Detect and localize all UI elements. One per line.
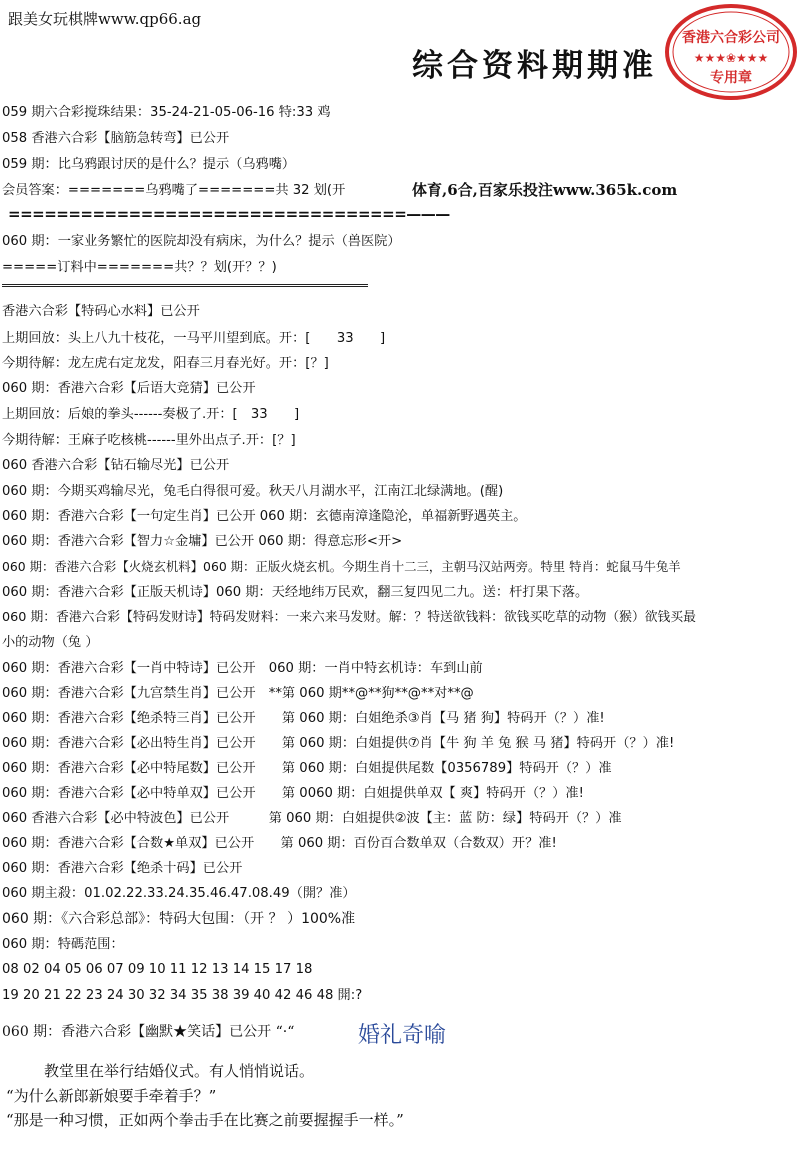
text-line: 060 期：香港六合彩【一句定生肖】已公开 060 期：玄德南漳逢隐沦，单福新野遇英主。 (2, 509, 527, 524)
page-title: 综合资料期期准 (412, 48, 657, 84)
separator-rule (2, 284, 368, 287)
official-stamp (664, 2, 798, 102)
text-line: 060 期：今期买鸡输尽光，兔毛白得很可爱。秋天八月湖水平，江南江北绿满地。(醒) (2, 484, 504, 499)
text-line: 今期待解：王麻子吃核桃------里外出点子.开：[？] (2, 433, 296, 448)
stamp-stars: ★★★❀★★★ (693, 51, 769, 65)
text-line: 060 香港六合彩【必中特波色】已公开 第 060 期：白姐提供②波【主：蓝 防：绿】特码开（？）准 (2, 811, 622, 826)
text-line: 060 期：香港六合彩【特码发财诗】特码发财料：一来六来马发财。解：？特送欲钱料：欲钱买吃草的动物（猴）欲钱买最 (2, 610, 696, 625)
text-line: 060 期：香港六合彩【火烧玄机料】060 期：正版火烧玄机。今期生肖十二三，主朝马汉站两旁。特里 特肖：蛇鼠马牛兔羊 (2, 559, 681, 574)
text-line: 上期回放：后娘的拳头------奏极了.开：[ 33 ] (2, 407, 300, 422)
result-line: 059 期六合彩搅珠结果：35-24-21-05-06-16 特:33 鸡 (2, 105, 331, 120)
text-line: 060 期：香港六合彩【必出特生肖】已公开 第 060 期：白姐提供⑦肖【牛 狗 羊 兔 猴 马 猪】特码开（？）准! (2, 736, 675, 751)
separator-bar: =================================——— (8, 205, 450, 223)
joke-paragraph: 教堂里在举行结婚仪式。有人悄悄说话。 (44, 1062, 315, 1080)
stamp-top-text: 香港六合彩公司 (682, 30, 780, 46)
text-line: 060 期：香港六合彩【智力☆金墉】已公开 060 期：得意忘形<开> (2, 534, 403, 549)
text-line: 060 期：香港六合彩【绝杀特三肖】已公开 第 060 期：白姐绝杀③肖【马 猪 狗】特码开（？）准! (2, 711, 605, 726)
text-line: 060 期：香港六合彩【必中特尾数】已公开 第 060 期：白姐提供尾数【0356789】特码开（？）准 (2, 761, 612, 776)
text-line: 060 期主殺：01.02.22.33.24.35.46.47.08.49（開？准） (2, 886, 356, 901)
text-line: 上期回放：头上八九十枝花，一马平川望到底。开：[ 33 ] (2, 331, 386, 346)
text-line: 060 期：一家业务繁忙的医院却没有病床，为什么？提示（兽医院） (2, 234, 401, 249)
text-line: 060 期：《六合彩总部》：特码大包围：（开 ？ ）100%准 (2, 911, 356, 927)
text-line: 香港六合彩【特码心水料】已公开 (2, 304, 200, 319)
text-line: 今期待解：龙左虎右定龙发，阳春三月春光好。开：[？] (2, 356, 329, 371)
text-line: 060 期：香港六合彩【绝杀十码】已公开 (2, 861, 243, 876)
text-line: 059 期：比乌鸦跟讨厌的是什么？提示（乌鸦嘴） (2, 157, 296, 172)
joke-header-line: 060 期：香港六合彩【幽默★笑话】已公开 “·“ (2, 1024, 295, 1040)
text-line: 060 期：香港六合彩【必中特单双】已公开 第 0060 期：白姐提供单双【 爽】特码开（？）准! (2, 786, 584, 801)
number-range-line: 19 20 21 22 23 24 30 32 34 35 38 39 40 42 46 48 開:? (2, 988, 363, 1003)
text-line: 060 香港六合彩【钻石输尽光】已公开 (2, 458, 230, 473)
text-line: 060 期：香港六合彩【一肖中特诗】已公开 060 期：一肖中特玄机诗：车到山前 (2, 661, 483, 676)
text-line: 060 期：香港六合彩【后语大竞猜】已公开 (2, 381, 256, 396)
ad-line: 体育,6合,百家乐投注www.365k.com (412, 181, 678, 199)
joke-paragraph: “那是一种习惯，正如两个拳击手在比赛之前要握握手一样。” (6, 1111, 404, 1129)
text-line: 058 香港六合彩【脑筋急转弯】已公开 (2, 131, 230, 146)
text-line: 060 期：香港六合彩【正版天机诗】060 期：天经地纬万民欢，翻三复四见二九。送：杆打果下落。 (2, 585, 589, 600)
text-line: 060 期：特碼范围： (2, 937, 124, 952)
number-range-line: 08 02 04 05 06 07 09 10 11 12 13 14 15 17 18 (2, 962, 313, 977)
stamp-bottom-text: 专用章 (710, 70, 752, 86)
text-line: 060 期：香港六合彩【九宫禁生肖】已公开 **第 060 期**@**狗**@**对**@ (2, 686, 474, 701)
site-ad-line: 跟美女玩棋牌www.qp66.ag (8, 10, 202, 28)
text-line: 小的动物（兔 ） (2, 635, 99, 650)
joke-paragraph: “为什么新郎新娘要手牵着手？” (6, 1087, 217, 1105)
text-line: 会员答案：=======乌鸦嘴了=======共 32 划(开 (2, 183, 346, 198)
text-line: =====订料中=======共？？划(开？？) (2, 260, 277, 275)
joke-title: 婚礼奇喻 (358, 1023, 447, 1048)
text-line: 060 期：香港六合彩【合数★单双】已公开 第 060 期：百份百合数单双（合数双）开？准! (2, 836, 557, 851)
